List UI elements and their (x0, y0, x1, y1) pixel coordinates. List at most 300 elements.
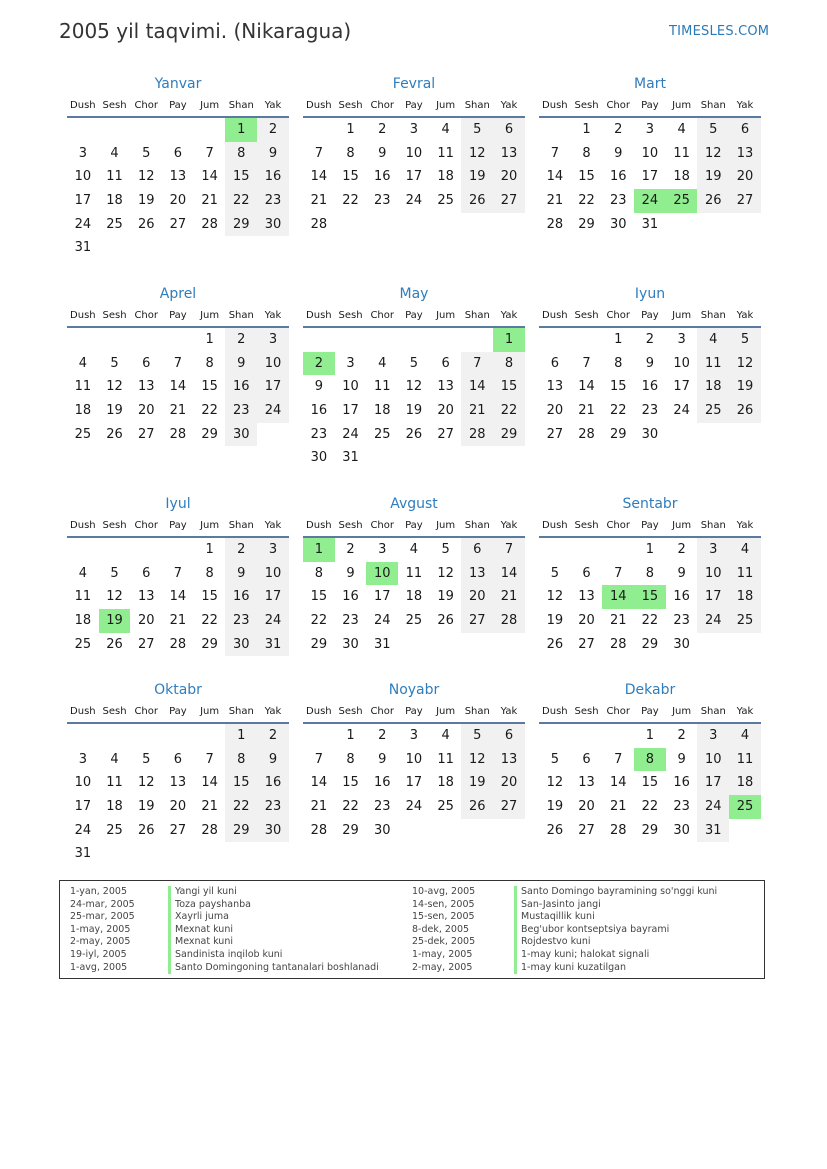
empty-cell (162, 724, 194, 748)
month-name: Oktabr (154, 682, 202, 698)
day-cell: 3 (257, 538, 289, 562)
day-cell: 9 (257, 142, 289, 166)
empty-cell (67, 538, 99, 562)
weekday-label: Pay (405, 706, 423, 717)
day-cell: 19 (437, 589, 454, 605)
day-cell: 27 (137, 426, 155, 442)
day-cell: 18 (437, 775, 454, 791)
day-cell: 22 (342, 193, 359, 209)
day-cell: 13 (578, 775, 595, 791)
day-cell: 11 (729, 748, 761, 772)
day-cell: 14 (578, 379, 595, 395)
day-cell: 15 (342, 169, 359, 185)
weekday-label: Jum (200, 310, 220, 321)
day-cell: 17 (74, 193, 92, 209)
day-cell: 11 (74, 379, 92, 395)
day-cell: 16 (342, 589, 359, 605)
day-cell: 13 (169, 169, 187, 185)
day-cell: 19 (697, 165, 729, 189)
holiday-day-cell: 1 (493, 328, 525, 352)
day-cell: 21 (169, 613, 187, 629)
empty-cell (303, 328, 335, 352)
holiday-day-cell: 25 (729, 795, 761, 819)
day-cell: 10 (673, 355, 690, 371)
day-cell: 1 (582, 122, 591, 137)
day-cell: 30 (225, 633, 257, 657)
day-cell: 16 (225, 375, 257, 399)
month-name: Yanvar (154, 76, 202, 92)
day-cell: 20 (578, 799, 595, 815)
day-cell: 12 (137, 775, 155, 791)
day-cell: 5 (461, 118, 493, 142)
day-cell: 15 (342, 775, 359, 791)
day-cell: 17 (641, 169, 659, 185)
day-cell: 14 (169, 589, 187, 605)
day-cell: 16 (373, 775, 391, 791)
day-cell: 28 (310, 216, 328, 232)
day-cell: 4 (409, 542, 419, 557)
day-cell: 23 (225, 399, 257, 423)
day-cell: 19 (729, 375, 761, 399)
day-cell: 12 (697, 142, 729, 166)
day-cell: 5 (729, 328, 761, 352)
weekday-header (67, 306, 289, 328)
day-cell: 4 (441, 122, 450, 137)
empty-cell (539, 724, 571, 748)
day-cell: 18 (697, 375, 729, 399)
day-cell: 11 (106, 169, 123, 185)
empty-cell (99, 118, 131, 142)
empty-cell (602, 724, 634, 748)
day-cell: 2 (346, 542, 355, 557)
legend-date: 15-sen, 2005 (412, 911, 475, 923)
legend-date: 2-may, 2005 (70, 936, 131, 948)
day-cell: 2 (225, 538, 257, 562)
day-cell: 19 (137, 193, 155, 209)
weekday-label: Pay (405, 520, 423, 531)
weekday-label: Chor (134, 706, 158, 717)
weekday-label: Dush (306, 520, 332, 531)
day-cell: 6 (582, 751, 591, 767)
empty-cell (130, 328, 162, 352)
day-cell: 7 (550, 145, 559, 161)
day-cell: 8 (225, 142, 257, 166)
weekday-label: Yak (264, 520, 282, 531)
day-cell: 11 (106, 775, 123, 791)
day-cell: 19 (546, 799, 564, 815)
weekday-label: Shan (464, 520, 490, 531)
weekday-label: Yak (264, 100, 282, 111)
weekday-label: Chor (370, 100, 394, 111)
day-cell: 11 (437, 751, 454, 767)
day-cell: 9 (378, 751, 387, 767)
day-cell: 21 (201, 799, 218, 815)
day-cell: 15 (609, 379, 627, 395)
holiday-day-cell: 2 (303, 352, 335, 376)
day-cell: 26 (437, 613, 454, 629)
day-cell: 23 (373, 799, 391, 815)
day-cell: 8 (225, 748, 257, 772)
weekday-label: Pay (169, 310, 187, 321)
day-cell: 29 (609, 426, 627, 442)
weekday-label: Dush (70, 520, 96, 531)
month-dekabr (539, 678, 761, 842)
weekday-label: Sesh (574, 706, 599, 717)
day-cell: 6 (729, 118, 761, 142)
day-cell: 26 (106, 636, 123, 652)
legend-holiday-name: Xayrli juma (168, 911, 379, 924)
day-cell: 24 (74, 822, 92, 838)
day-cell: 19 (546, 613, 564, 629)
weekday-label: Jum (436, 520, 456, 531)
weekday-label: Jum (672, 100, 692, 111)
day-cell: 9 (614, 145, 623, 161)
day-cell: 7 (493, 538, 525, 562)
day-cell: 1 (205, 542, 214, 557)
day-cell: 5 (441, 542, 450, 557)
weekday-label: Pay (641, 520, 659, 531)
day-cell: 17 (405, 775, 423, 791)
day-cell: 19 (461, 771, 493, 795)
day-cell: 16 (257, 771, 289, 795)
day-cell: 18 (729, 585, 761, 609)
weekday-header (67, 516, 289, 538)
day-cell: 17 (405, 169, 423, 185)
day-cell: 20 (729, 165, 761, 189)
day-cell: 5 (409, 355, 419, 371)
day-cell: 11 (405, 565, 423, 581)
month-aprel (67, 282, 289, 446)
day-cell: 27 (729, 189, 761, 213)
day-cell: 24 (257, 399, 289, 423)
day-grid (303, 328, 525, 470)
day-cell: 14 (461, 375, 493, 399)
day-cell: 1 (346, 728, 355, 743)
weekday-label: Sesh (338, 706, 363, 717)
day-cell: 31 (74, 846, 92, 862)
day-cell: 22 (201, 613, 218, 629)
day-cell: 19 (405, 403, 423, 419)
day-cell: 22 (493, 399, 525, 423)
legend-holiday-name: Sandinista inqilob kuni (168, 949, 379, 962)
day-cell: 29 (641, 636, 659, 652)
day-cell: 9 (225, 562, 257, 586)
month-name: Iyul (165, 496, 191, 512)
weekday-label: Chor (134, 310, 158, 321)
page-title: 2005 yil taqvimi. (Nikaragua) (59, 19, 352, 43)
day-cell: 18 (405, 589, 423, 605)
day-cell: 17 (74, 799, 92, 815)
legend-holiday-name: 1-may kuni kuzatilgan (514, 962, 717, 975)
day-cell: 31 (373, 636, 391, 652)
day-cell: 8 (582, 145, 591, 161)
weekday-label: Dush (542, 310, 568, 321)
day-cell: 23 (310, 426, 328, 442)
day-cell: 21 (169, 403, 187, 419)
day-cell: 15 (225, 165, 257, 189)
day-cell: 3 (257, 328, 289, 352)
holiday-day-cell: 25 (666, 189, 698, 213)
weekday-label: Shan (700, 520, 726, 531)
empty-cell (130, 724, 162, 748)
day-cell: 25 (373, 426, 391, 442)
weekday-label: Chor (134, 520, 158, 531)
day-cell: 28 (461, 423, 493, 447)
day-cell: 14 (201, 775, 218, 791)
day-cell: 23 (373, 193, 391, 209)
day-cell: 29 (342, 822, 359, 838)
legend-holiday-name: Toza payshanba (168, 899, 379, 912)
month-mart (539, 72, 761, 236)
day-cell: 27 (169, 216, 187, 232)
weekday-label: Chor (606, 706, 630, 717)
day-cell: 7 (582, 355, 591, 371)
day-cell: 15 (578, 169, 595, 185)
day-cell: 25 (437, 193, 454, 209)
day-cell: 31 (257, 633, 289, 657)
legend-left-dates (70, 886, 135, 974)
day-cell: 19 (461, 165, 493, 189)
legend-left-names (168, 886, 379, 974)
weekday-header (539, 96, 761, 118)
day-cell: 20 (578, 613, 595, 629)
day-cell: 27 (493, 189, 525, 213)
day-cell: 21 (546, 193, 564, 209)
day-cell: 5 (697, 118, 729, 142)
empty-cell (99, 328, 131, 352)
empty-cell (162, 538, 194, 562)
weekday-label: Yak (264, 706, 282, 717)
weekday-label: Yak (500, 310, 518, 321)
day-cell: 17 (342, 403, 359, 419)
empty-cell (430, 328, 462, 352)
day-cell: 16 (673, 775, 690, 791)
day-cell: 23 (342, 613, 359, 629)
day-cell: 10 (697, 562, 729, 586)
day-cell: 2 (677, 542, 686, 557)
day-cell: 14 (546, 169, 564, 185)
weekday-label: Chor (606, 520, 630, 531)
weekday-label: Yak (736, 706, 754, 717)
day-cell: 28 (169, 426, 187, 442)
empty-cell (461, 328, 493, 352)
day-cell: 21 (310, 193, 328, 209)
day-cell: 7 (173, 565, 183, 581)
holiday-day-cell: 1 (303, 538, 335, 562)
day-cell: 8 (645, 565, 655, 581)
holiday-day-cell: 10 (366, 562, 398, 586)
day-cell: 4 (729, 724, 761, 748)
day-cell: 13 (578, 589, 595, 605)
day-cell: 17 (673, 379, 690, 395)
day-cell: 8 (614, 355, 623, 371)
legend-holiday-name: 1-may kuni; halokat signali (514, 949, 717, 962)
day-cell: 12 (729, 352, 761, 376)
weekday-label: Sesh (338, 310, 363, 321)
day-cell: 4 (78, 355, 87, 371)
day-cell: 23 (225, 609, 257, 633)
day-cell: 16 (373, 169, 391, 185)
day-cell: 20 (437, 403, 454, 419)
weekday-label: Jum (672, 310, 692, 321)
legend-holiday-name: Santo Domingoning tantanalari boshlanadi (168, 962, 379, 975)
holiday-day-cell: 19 (99, 609, 131, 633)
day-grid (539, 328, 761, 446)
month-may (303, 282, 525, 470)
day-cell: 6 (173, 145, 183, 161)
empty-cell (67, 724, 99, 748)
day-cell: 27 (461, 609, 493, 633)
day-cell: 1 (346, 122, 355, 137)
day-cell: 3 (677, 332, 686, 347)
legend-holiday-name: Mexnat kuni (168, 924, 379, 937)
day-cell: 20 (546, 403, 564, 419)
day-cell: 15 (641, 775, 659, 791)
day-cell: 4 (78, 565, 87, 581)
day-cell: 15 (201, 379, 218, 395)
day-cell: 13 (493, 748, 525, 772)
day-cell: 12 (546, 775, 564, 791)
day-cell: 17 (257, 585, 289, 609)
day-cell: 25 (405, 613, 423, 629)
day-cell: 21 (461, 399, 493, 423)
day-cell: 26 (405, 426, 423, 442)
day-cell: 6 (173, 751, 183, 767)
day-cell: 9 (645, 355, 655, 371)
weekday-label: Shan (700, 310, 726, 321)
day-cell: 12 (461, 748, 493, 772)
day-cell: 30 (225, 423, 257, 447)
day-cell: 22 (609, 403, 627, 419)
weekday-label: Yak (736, 310, 754, 321)
weekday-label: Jum (672, 520, 692, 531)
holiday-day-cell: 8 (634, 748, 666, 772)
day-cell: 4 (677, 122, 686, 137)
day-cell: 24 (342, 426, 359, 442)
weekday-label: Shan (464, 100, 490, 111)
empty-cell (539, 328, 571, 352)
day-cell: 24 (74, 216, 92, 232)
legend-date: 14-sen, 2005 (412, 898, 475, 910)
day-cell: 13 (461, 562, 493, 586)
empty-cell (602, 538, 634, 562)
month-avgust (303, 492, 525, 656)
day-cell: 5 (461, 724, 493, 748)
day-cell: 13 (137, 379, 155, 395)
day-cell: 31 (697, 819, 729, 843)
day-grid (67, 118, 289, 260)
day-cell: 29 (641, 822, 659, 838)
holiday-day-cell: 15 (634, 585, 666, 609)
month-name: Mart (634, 76, 666, 92)
day-grid (67, 328, 289, 446)
day-cell: 3 (697, 724, 729, 748)
day-cell: 12 (106, 589, 123, 605)
day-cell: 27 (169, 822, 187, 838)
day-cell: 30 (342, 636, 359, 652)
day-cell: 8 (346, 751, 355, 767)
day-cell: 29 (493, 423, 525, 447)
day-cell: 30 (673, 822, 690, 838)
weekday-label: Yak (736, 100, 754, 111)
weekday-header (303, 306, 525, 328)
day-cell: 23 (257, 189, 289, 213)
day-cell: 30 (310, 450, 328, 466)
month-name: Noyabr (388, 682, 440, 698)
day-cell: 5 (550, 565, 559, 581)
weekday-label: Dush (306, 706, 332, 717)
day-cell: 27 (578, 822, 595, 838)
month-name: Avgust (390, 496, 438, 512)
day-cell: 27 (493, 795, 525, 819)
day-cell: 10 (257, 562, 289, 586)
weekday-label: Shan (228, 100, 254, 111)
weekday-label: Shan (700, 706, 726, 717)
day-cell: 30 (673, 636, 690, 652)
day-cell: 27 (578, 636, 595, 652)
day-cell: 6 (461, 538, 493, 562)
weekday-label: Shan (228, 310, 254, 321)
empty-cell (99, 538, 131, 562)
day-cell: 9 (378, 145, 387, 161)
day-cell: 23 (257, 795, 289, 819)
legend-holiday-name: Beg'ubor kontseptsiya bayrami (514, 924, 717, 937)
day-cell: 5 (110, 565, 119, 581)
day-cell: 29 (225, 819, 257, 843)
legend-date: 25-mar, 2005 (70, 911, 135, 923)
day-cell: 8 (205, 565, 214, 581)
day-cell: 18 (74, 613, 92, 629)
day-cell: 6 (493, 724, 525, 748)
day-cell: 10 (697, 748, 729, 772)
weekday-label: Dush (542, 100, 568, 111)
day-cell: 7 (314, 145, 323, 161)
weekday-header (303, 96, 525, 118)
weekday-label: Shan (700, 100, 726, 111)
day-cell: 24 (697, 795, 729, 819)
month-name: May (399, 286, 429, 302)
day-cell: 24 (373, 613, 391, 629)
day-cell: 10 (74, 775, 92, 791)
day-cell: 24 (405, 193, 423, 209)
day-grid (303, 118, 525, 236)
day-cell: 16 (310, 403, 328, 419)
day-cell: 3 (378, 542, 387, 557)
empty-cell (539, 118, 571, 142)
brand-link[interactable]: TIMESLES.COM (669, 24, 770, 39)
day-cell: 6 (441, 355, 450, 371)
day-cell: 2 (677, 728, 686, 743)
empty-cell (366, 328, 398, 352)
day-cell: 26 (461, 189, 493, 213)
day-cell: 28 (609, 822, 627, 838)
day-cell: 31 (74, 240, 92, 256)
day-cell: 23 (673, 613, 690, 629)
day-cell: 10 (257, 352, 289, 376)
day-cell: 18 (373, 403, 391, 419)
day-cell: 16 (257, 165, 289, 189)
day-cell: 20 (493, 771, 525, 795)
weekday-label: Sesh (102, 100, 127, 111)
day-cell: 26 (461, 795, 493, 819)
day-cell: 12 (137, 169, 155, 185)
day-cell: 14 (201, 169, 218, 185)
day-cell: 29 (201, 636, 218, 652)
weekday-label: Pay (641, 310, 659, 321)
day-cell: 9 (677, 565, 686, 581)
legend-holiday-name: Mustaqillik kuni (514, 911, 717, 924)
weekday-label: Dush (306, 100, 332, 111)
